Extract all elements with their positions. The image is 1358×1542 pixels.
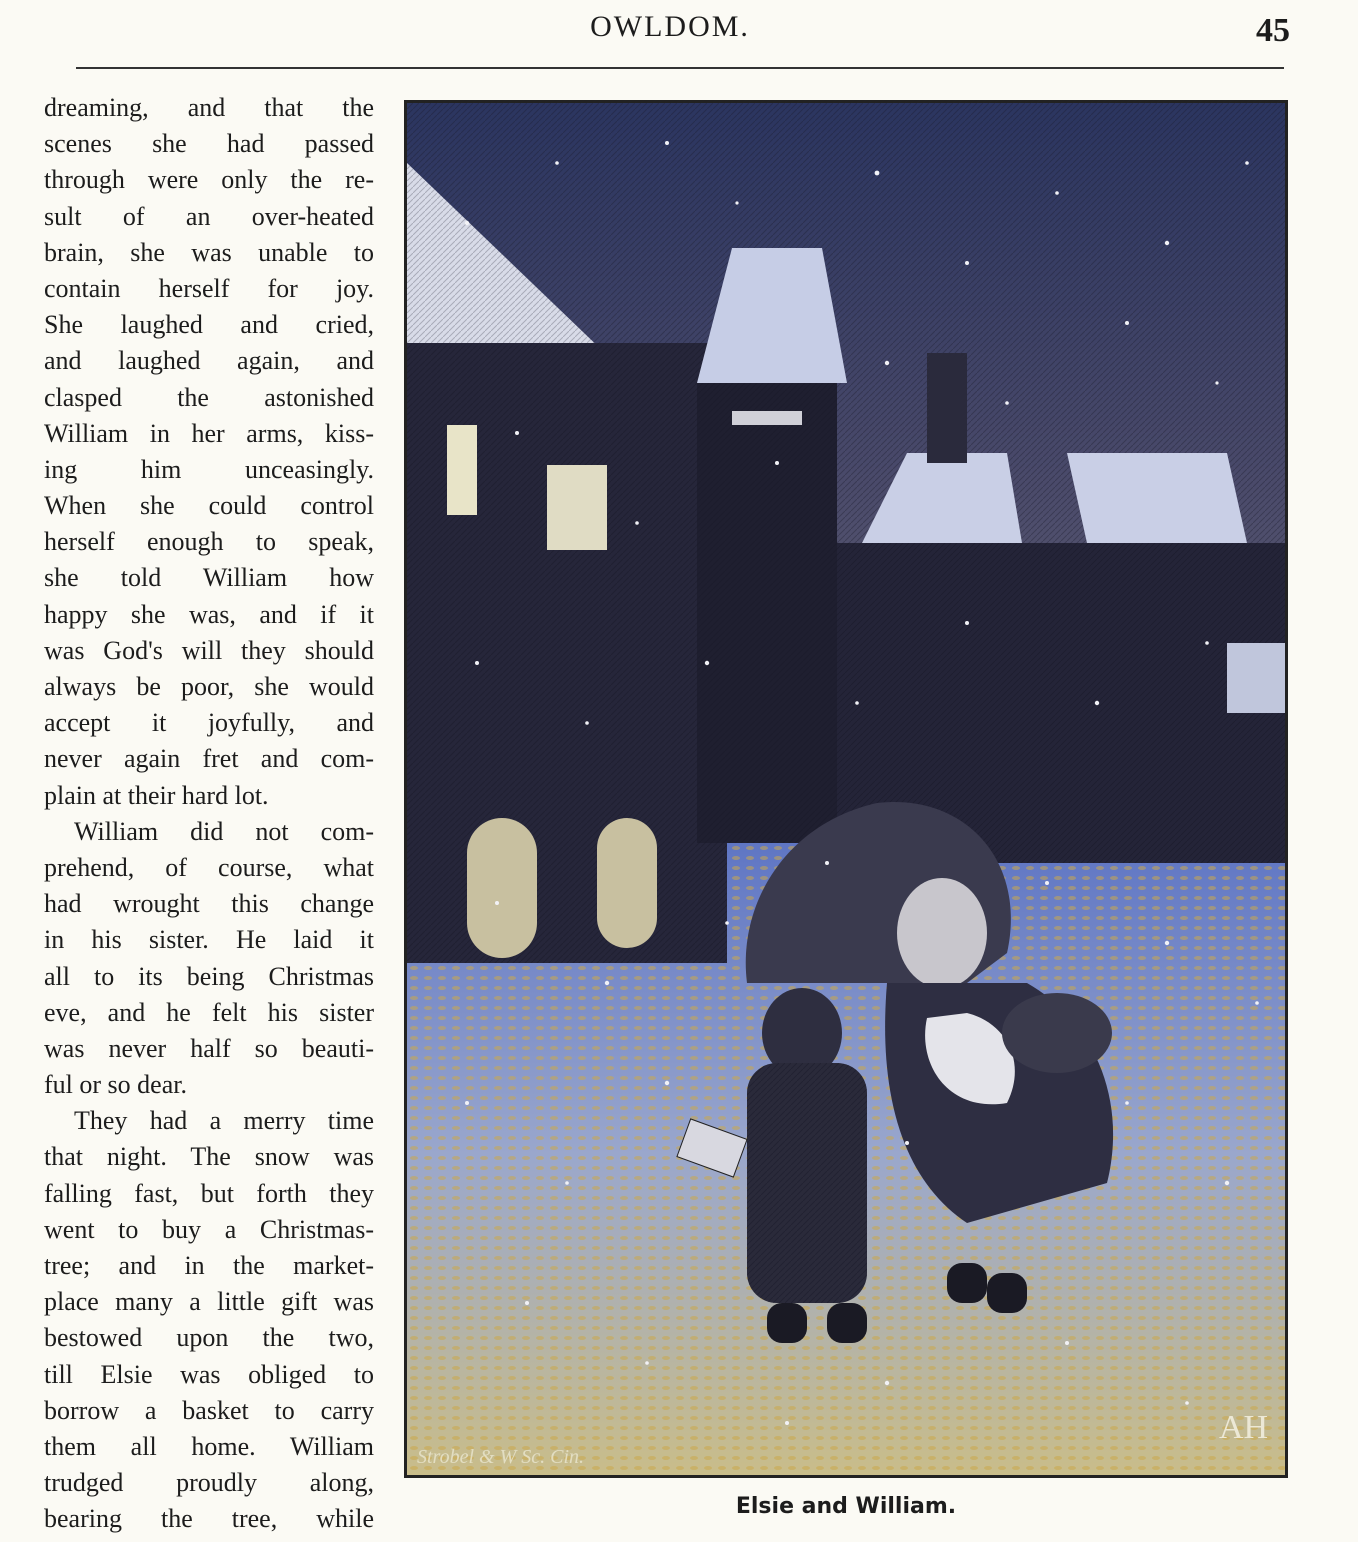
text-line: place many a little gift was [44,1287,374,1317]
winter-street-engraving [407,103,1285,1475]
text-line: brain, she was unable to [44,237,374,267]
text-line: that night. The snow was [44,1142,374,1172]
text-line: William did not com- [74,816,374,846]
text-line: had wrought this change [44,889,374,919]
text-column [44,90,374,1538]
text-line: happy she was, and if it [44,599,374,629]
page-number: 45 [1256,12,1290,49]
text-line: in his sister. He laid it [44,925,374,955]
engraver-credit: Strobel & W Sc. Cin. [417,1446,585,1468]
text-line: sult of an over-heated [44,201,374,231]
text-line: clasped the astonished [44,382,374,412]
text-line: prehend, of course, what [44,852,374,882]
tower [697,248,847,843]
text-line: She laughed and cried, [44,310,374,340]
text-line: through were only the re- [44,165,374,195]
page-header-title: OWLDOM. [590,10,750,43]
text-line: falling fast, but forth they [44,1178,374,1208]
text-line: always be poor, she would [44,672,374,701]
text-line: tree; and in the market- [44,1251,374,1280]
text-line: trudged proudly along, [44,1468,374,1498]
text-line: When she could control [44,491,374,521]
text-line: ing him unceasingly. [44,454,374,484]
text-line: ful or so dear. [44,1070,187,1100]
text-line: contain herself for joy. [44,273,374,303]
text-line: bearing the tree, while [44,1504,374,1534]
text-line: William in her arms, kiss- [44,418,374,448]
artist-monogram: AH [1219,1409,1269,1446]
text-line: was never half so beauti- [44,1033,374,1063]
illustration-caption: Elsie and William. [735,1494,957,1519]
text-line: borrow a basket to carry [44,1395,374,1425]
text-line: bestowed upon the two, [44,1323,374,1353]
text-line: They had a merry time [74,1106,374,1136]
text-line: till Elsie was obliged to [44,1359,374,1389]
text-line: was God's will they should [44,635,374,665]
text-line: dreaming, and that the [44,93,374,122]
text-line: herself enough to speak, [44,527,374,557]
illustration [404,100,1288,1478]
text-line: never again fret and com- [44,744,374,774]
text-line: eve, and he felt his sister [44,997,374,1027]
text-line: them all home. William [44,1431,374,1461]
text-line: accept it joyfully, and [44,708,374,738]
text-line: scenes she had passed [44,129,374,159]
text-line: went to buy a Christmas- [44,1214,374,1244]
text-line: she told William how [44,563,374,593]
text-line: all to its being Christmas [44,961,374,991]
header-rule [76,67,1284,69]
text-line: and laughed again, and [44,346,374,376]
text-line: plain at their hard lot. [44,780,269,810]
